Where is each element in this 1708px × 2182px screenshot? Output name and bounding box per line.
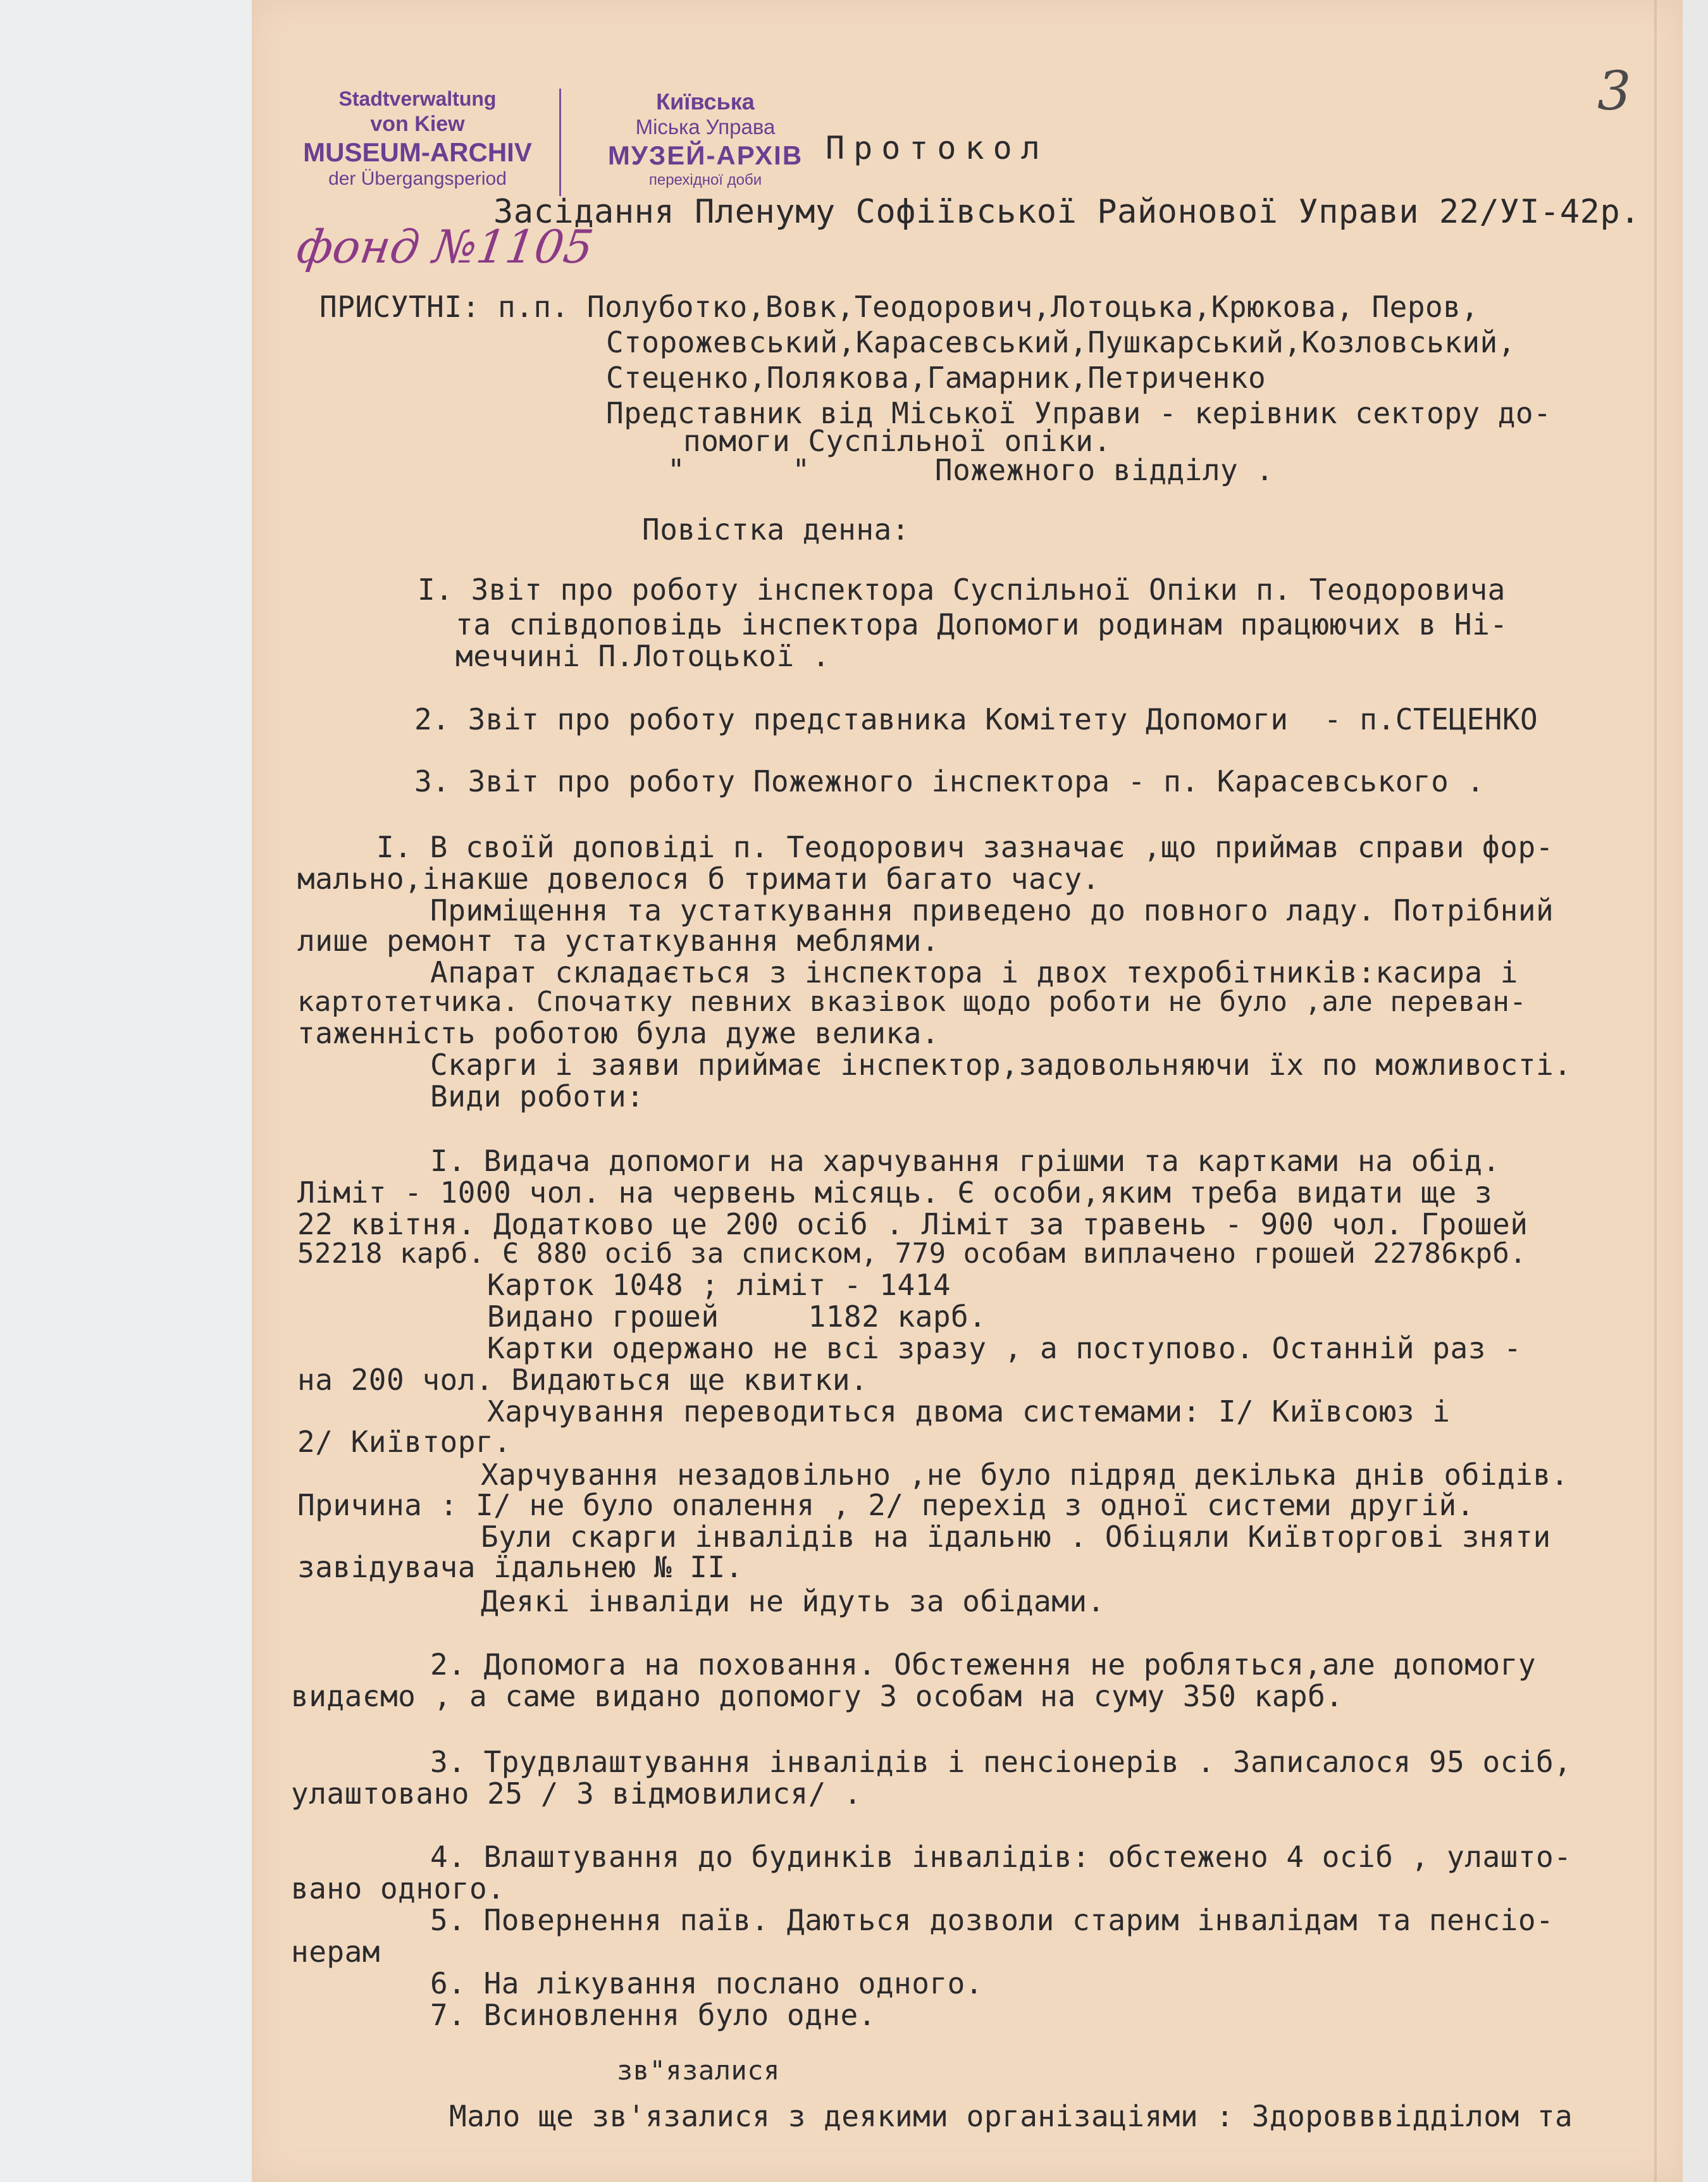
- stamp-line: der Übergangsperiod: [328, 168, 507, 190]
- text-line: Харчування незадовільно ,не було підряд декілька днів обідів.: [481, 1458, 1569, 1492]
- text-line: на 200 чол. Видаються ще квитки.: [297, 1363, 869, 1397]
- stamp-line: Stadtverwaltung: [338, 87, 497, 110]
- text-line: улаштовано 25 / 3 відмовилися/ .: [291, 1776, 862, 1811]
- text-line: Були скарги інвалідів на їдальню . Обіцяли Київторгові зняти: [481, 1520, 1551, 1554]
- text-line: Ліміт - 1000 чол. на червень місяць. Є особи,яким треба видати ще з: [297, 1175, 1493, 1210]
- text-line: 22 квітня. Додатково це 200 осіб . Ліміт за травень - 900 чол. Грошей: [297, 1207, 1528, 1241]
- text-line: видаємо , а саме видано допомогу 3 особам на суму 350 карб.: [291, 1679, 1344, 1713]
- text-line: 3. Звіт про роботу Пожежного інспектора - п. Карасевського .: [414, 764, 1485, 798]
- text-line: лише ремонт та устаткування меблями.: [297, 924, 939, 958]
- text-line: 7. Всиновлення було одне.: [430, 1998, 876, 2032]
- agenda-heading: Повістка денна:: [642, 512, 910, 547]
- text-line: " " Пожежного відділу .: [667, 453, 1274, 487]
- stamp-line: Міська Управа: [635, 115, 776, 139]
- text-line: 2/ Київторг.: [297, 1425, 512, 1459]
- text-line: Види роботи:: [430, 1079, 645, 1113]
- text-line: ПРИСУТНІ: п.п. Полуботко,Вовк,Теодорович,Лотоцька,Крюкова, Перов,: [319, 290, 1479, 324]
- text-line: 52218 карб. Є 880 осіб за списком, 779 особам виплачено грошей 22786крб.: [297, 1237, 1527, 1270]
- text-line: I. Видача допомоги на харчування грішми та картками на обід.: [430, 1144, 1501, 1178]
- text-line: помоги Суспільної опіки.: [683, 424, 1111, 458]
- page-number: 3: [1597, 60, 1631, 122]
- text-line: 3. Трудвлаштування інвалідів і пенсіонерів . Записалося 95 осіб,: [430, 1745, 1572, 1779]
- paper-fold-line: [1654, 0, 1657, 2182]
- document-title: Протокол: [826, 130, 1049, 166]
- text-line: Сторожевський,Карасевський,Пушкарський,Козловський,: [606, 325, 1516, 359]
- text-line: Приміщення та устаткування приведено до повного ладу. Потрібний: [430, 893, 1554, 927]
- text-line: Мало ще зв'язалися з деякими організаціями : Здоровввідділом та: [449, 2099, 1573, 2133]
- text-line: Представник від Міської Управи - керівник сектору до-: [606, 396, 1552, 430]
- text-line: I. Звіт про роботу інспектора Суспільної Опіки п. Теодоровича: [418, 573, 1506, 607]
- archive-stamp-german: [278, 87, 557, 190]
- text-line: нерам: [291, 1935, 380, 1969]
- text-line: 4. Влаштування до будинків інвалідів: обстежено 4 осіб , улашто-: [430, 1840, 1572, 1874]
- text-line: 2. Допомога на поховання. Обстеження не робляться,але допомогу: [430, 1647, 1537, 1682]
- stamp-line: von Kiew: [370, 111, 465, 136]
- text-line: меччині П.Лотоцької .: [455, 639, 831, 673]
- stamp-line: перехідної доби: [648, 171, 762, 189]
- text-line: картотетчика. Спочатку певних вказівок щодо роботи не було ,але переван-: [297, 986, 1527, 1018]
- text-line: I. В своїй доповіді п. Теодорович зазначає ,що приймав справи фор-: [376, 830, 1554, 864]
- stamp-line: МУЗЕЙ-АРХІВ: [607, 140, 803, 171]
- text-line: Причина : I/ не було опалення , 2/ перехід з одної системи другій.: [297, 1488, 1475, 1522]
- text-line: мально,інакше довелося б тримати багато часу.: [297, 862, 1100, 896]
- text-line: 6. На лікування послано одного.: [430, 1966, 984, 2000]
- text-line: таженність роботою була дуже велика.: [297, 1016, 939, 1050]
- text-line: та співдоповідь інспектора Допомоги родинам працюючих в Ні-: [455, 607, 1508, 642]
- text-line: завідувача їдальнею № II.: [297, 1550, 743, 1584]
- text-line: Картки одержано не всі зразу , а поступово. Останній раз -: [487, 1331, 1522, 1365]
- text-line: 5. Повернення паїв. Даються дозволи старим інвалідам та пенсіо-: [430, 1903, 1554, 1937]
- stamp-line: Київська: [656, 89, 755, 115]
- text-line: вано одного.: [291, 1871, 505, 1906]
- archive-stamp-ukrainian: [563, 89, 848, 189]
- fond-number-note: фонд №1105: [294, 220, 597, 273]
- text-line-insertion: зв"язалися: [617, 2055, 780, 2086]
- scan-right-edge: [1683, 0, 1708, 2182]
- text-line: Скарги і заяви приймає інспектор,задовольняючи їх по можливості.: [430, 1048, 1572, 1082]
- text-line: Видано грошей 1182 карб.: [487, 1299, 987, 1334]
- archive-margin-strip: [0, 0, 253, 2182]
- stamp-line: MUSEUM-ARCHIV: [303, 137, 532, 167]
- text-line: Карток 1048 ; ліміт - 1414: [487, 1268, 951, 1302]
- text-line: Харчування переводиться двома системами: I/ Київсоюз і: [487, 1394, 1451, 1429]
- text-line: 2. Звіт про роботу представника Комітету Допомоги - п.СТЕЦЕНКО: [414, 702, 1538, 736]
- document-subtitle: Засідання Пленуму Софіївської Районової Управи 22/УІ-42р.: [493, 193, 1640, 231]
- text-line: Деякі інваліди не йдуть за обідами.: [481, 1584, 1105, 1618]
- text-line: Апарат складається з інспектора і двох техробітників:касира і: [430, 955, 1518, 989]
- stamp-divider: [559, 89, 561, 196]
- text-line: Стеценко,Полякова,Гамарник,Петриченко: [606, 361, 1266, 395]
